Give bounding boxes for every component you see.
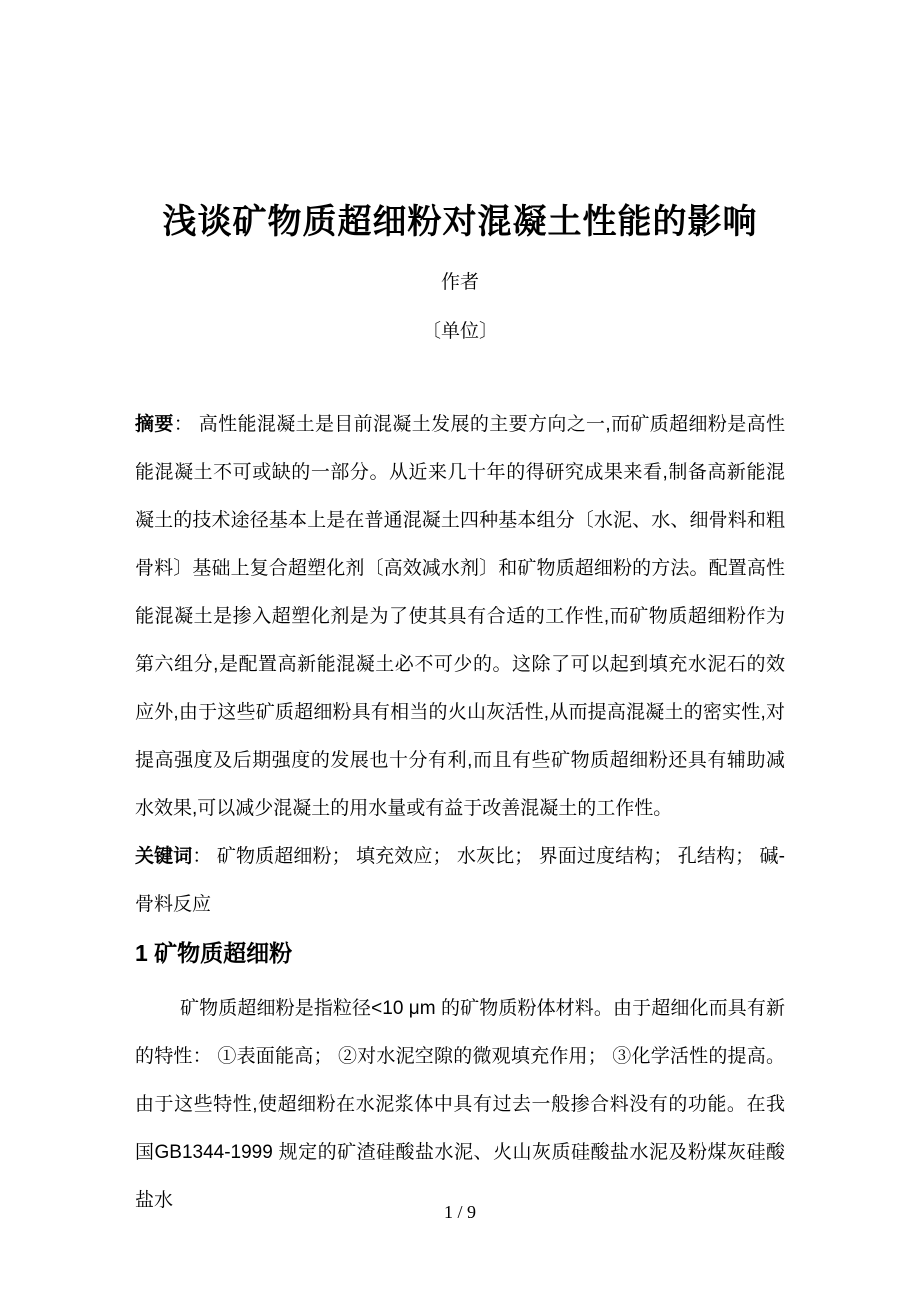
section-heading: 1 矿物质超细粉 — [135, 940, 293, 966]
abstract-label: 摘要 — [135, 414, 174, 435]
keywords-label: 关键词 — [135, 846, 193, 867]
keywords-paragraph — [135, 833, 785, 929]
author: 作者 — [440, 272, 479, 293]
abstract-paragraph — [135, 401, 785, 833]
abstract-separator: ： — [173, 414, 199, 435]
section-paragraph: 矿物质超细粉是指粒径<10 μm 的矿物质粉体材料。由于超细化而具有新的特性： ①表面能高； ②对水泥空隙的微观填充作用； ③化学活性的提高。由于这些特性,使超细粉在水泥浆体中具有过去一般掺合料没有的功能。在我国GB1344-1999 规定的矿渣硅酸盐水泥、火山灰质硅酸盐水泥及粉煤灰硅酸盐水 — [135, 998, 785, 1211]
keywords-separator: ： — [192, 846, 217, 867]
keywords-text: 矿物质超细粉； 填充效应； 水灰比； 界面过度结构； 孔结构； 碱-骨料反应 — [135, 846, 785, 915]
page-number: 1 / 9 — [443, 1202, 476, 1222]
document-title: 浅谈矿物质超细粉对混凝土性能的影响 — [162, 203, 758, 241]
abstract-text: 高性能混凝土是目前混凝土发展的主要方向之一,而矿质超细粉是高性能混凝土不可或缺的一部分。从近来几十年的得研究成果来看,制备高新能混凝土的技术途径基本上是在普通混凝土四种基本组分〔水泥、水、细骨料和粗骨料〕基础上复合超塑化剂〔高效减水剂〕和矿物质超细粉的方法。配置高性能混凝土是掺入超塑化剂是为了使其具有合适的工作性,而矿物质超细粉作为第六组分,是配置高新能混凝土必不可少的。这除了可以起到填充水泥石的效应外,由于这些矿质超细粉具有相当的火山灰活性,从而提高混凝土的密实性,对提高强度及后期强度的发展也十分有利,而且有些矿物质超细粉还具有辅助减水效果,可以减少混凝土的用水量或有益于改善混凝土的工作性。 — [135, 414, 785, 819]
affiliation: 〔单位〕 — [421, 321, 498, 342]
